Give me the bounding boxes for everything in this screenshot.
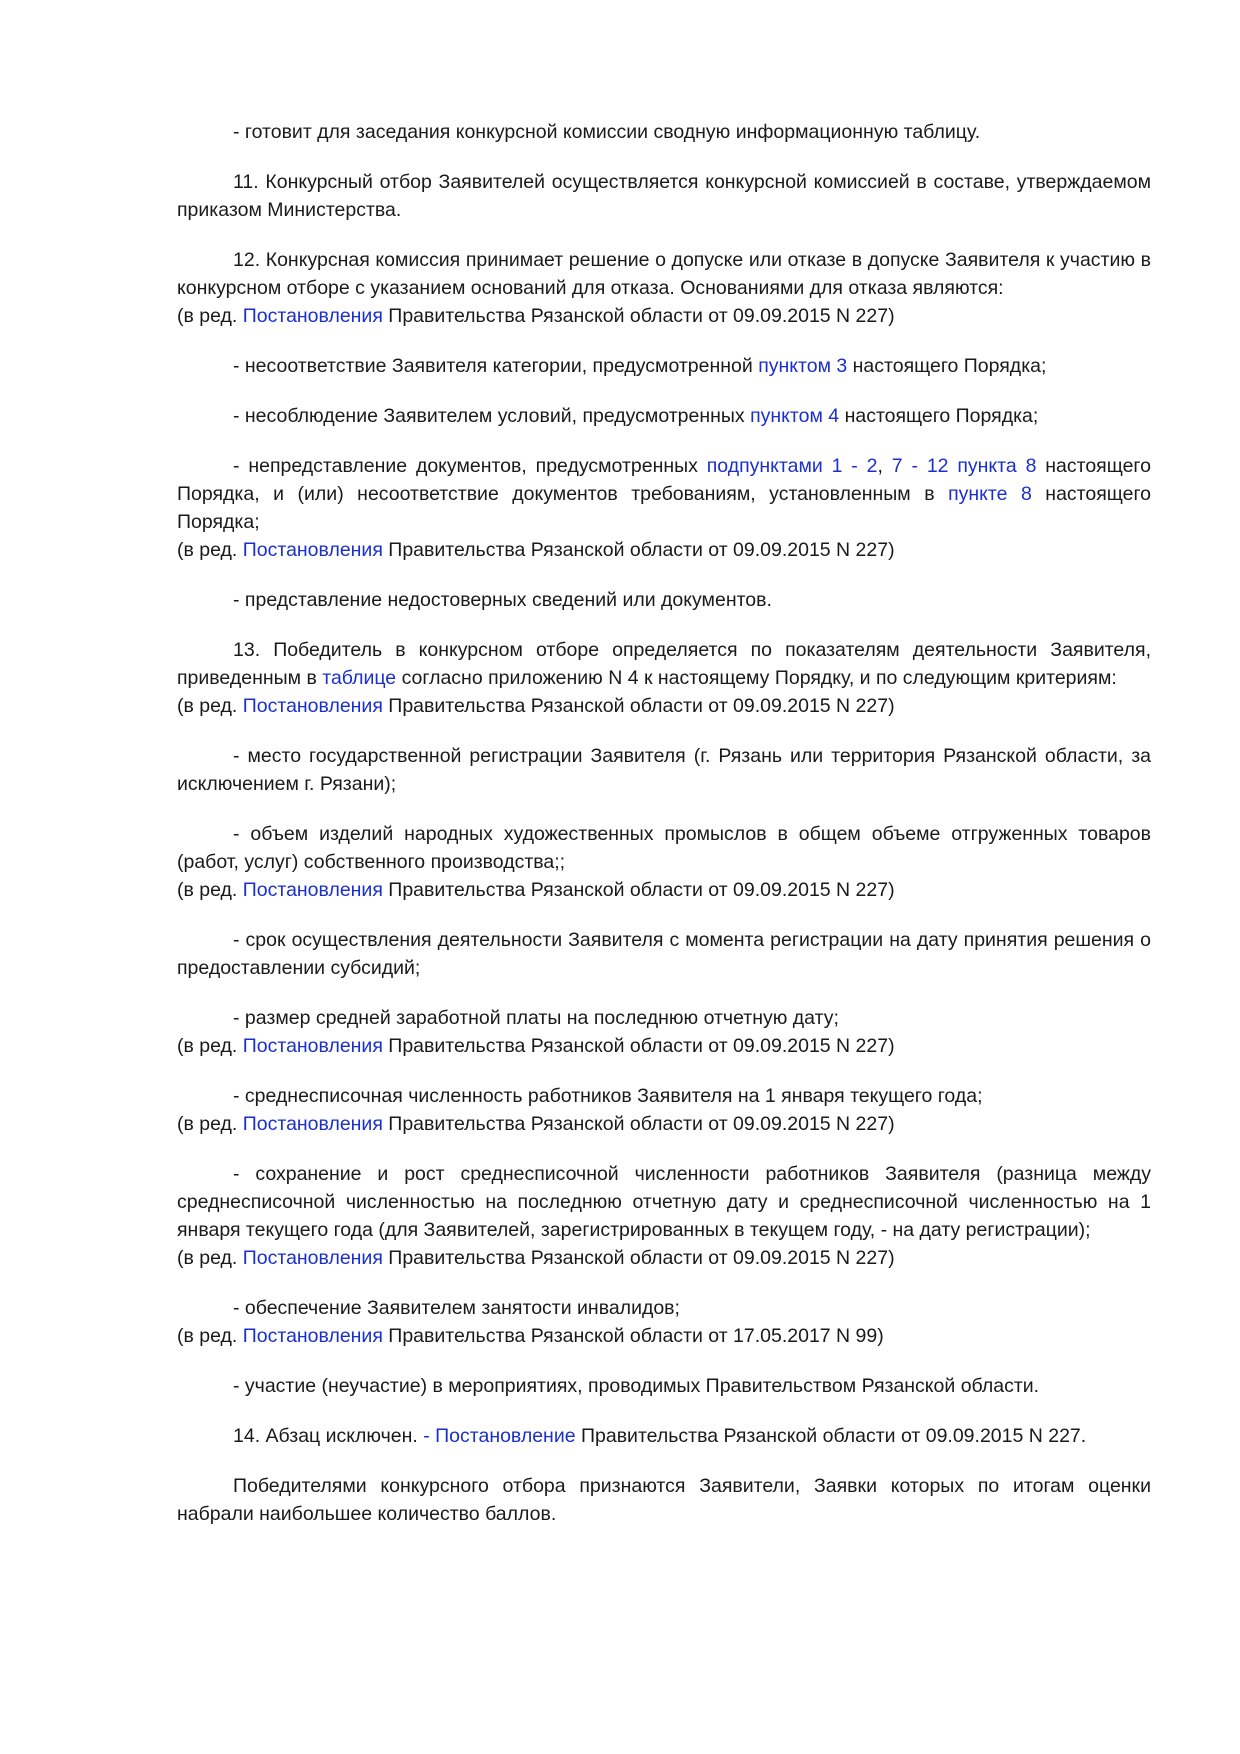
criterion-disabled-employment: - обеспечение Заявителем занятости инвалидов; <box>233 1297 680 1319</box>
amendment-link[interactable]: Постановления <box>242 539 383 561</box>
amendment-note: (в ред. Постановления Правительства Рязанской области от 09.09.2015 N 227) <box>177 1113 895 1135</box>
paragraph-winners: Победителями конкурсного отбора признаются Заявители, Заявки которых по итогам оценки набрали наибольшее количество баллов. <box>177 1475 1151 1525</box>
ground-false-info: - представление недостоверных сведений или документов. <box>233 589 772 611</box>
link-point-4[interactable]: пунктом 4 <box>750 405 840 427</box>
amendment-note: (в ред. Постановления Правительства Рязанской области от 09.09.2015 N 227) <box>177 1035 895 1057</box>
amendment-link[interactable]: Постановления <box>242 1035 383 1057</box>
link-subpoints-1[interactable]: подпунктами 1 <box>706 455 843 477</box>
amendment-link[interactable]: Постановления <box>242 1113 383 1135</box>
link-point-3[interactable]: пунктом 3 <box>758 355 848 377</box>
ground-documents: - непредставление документов, предусмотренных подпунктами 1 - 2, 7 - 12 пункта 8 настоящего Порядка, и (или) несоответствие документов требованиям, установленным в пункте 8 настоящего Порядка; <box>177 455 1151 533</box>
link-subpoint-12[interactable]: 12 пункта 8 <box>926 455 1037 477</box>
paragraph-13: 13. Победитель в конкурсном отборе определяется по показателям деятельности Заявителя, приведенным в таблице согласно приложению N 4 к настоящему Порядку, и по следующим критериям: <box>177 639 1151 689</box>
amendment-note: (в ред. Постановления Правительства Рязанской области от 09.09.2015 N 227) <box>177 695 895 717</box>
criterion-headcount: - среднесписочная численность работников Заявителя на 1 января текущего года; <box>233 1085 983 1107</box>
ground-category: - несоответствие Заявителя категории, предусмотренной пунктом 3 настоящего Порядка; <box>233 355 1047 377</box>
amendment-note: (в ред. Постановления Правительства Рязанской области от 09.09.2015 N 227) <box>177 539 895 561</box>
amendment-note: (в ред. Постановления Правительства Рязанской области от 09.09.2015 N 227) <box>177 879 895 901</box>
link-subpoint-7[interactable]: 7 <box>891 455 903 477</box>
document-page <box>177 118 1151 1550</box>
paragraph-11: 11. Конкурсный отбор Заявителей осуществляется конкурсной комиссией в составе, утверждаемом приказом Министерства. <box>177 171 1151 221</box>
criterion-registration: - место государственной регистрации Заявителя (г. Рязань или территория Рязанской области, за исключением г. Рязани); <box>177 745 1151 795</box>
criterion-participation: - участие (неучастие) в мероприятиях, проводимых Правительством Рязанской области. <box>233 1375 1040 1397</box>
criterion-crafts-volume: - объем изделий народных художественных промыслов в общем объеме отгруженных товаров (работ, услуг) собственного производства;; <box>177 823 1151 873</box>
amendment-link[interactable]: Постановления <box>242 1325 383 1347</box>
paragraph-12: 12. Конкурсная комиссия принимает решение о допуске или отказе в допуске Заявителя к участию в конкурсном отборе с указанием оснований для отказа. Основаниями для отказа являются: <box>177 249 1151 299</box>
paragraph-table-prep: - готовит для заседания конкурсной комиссии сводную информационную таблицу. <box>233 121 981 143</box>
link-resolution[interactable]: - Постановление <box>423 1425 576 1447</box>
link-table[interactable]: таблице <box>322 667 397 689</box>
amendment-link[interactable]: Постановления <box>242 695 383 717</box>
paragraph-14: 14. Абзац исключен. - Постановление Правительства Рязанской области от 09.09.2015 N 227. <box>233 1425 1087 1447</box>
criterion-headcount-growth: - сохранение и рост среднесписочной численности работников Заявителя (разница между среднесписочной численностью на последнюю отчетную дату и среднесписочной численностью на 1 января текущего года (для Заявителей, зарегистрированных в текущем году, - на дату регистрации); <box>177 1163 1151 1241</box>
amendment-link[interactable]: Постановления <box>242 879 383 901</box>
criterion-salary: - размер средней заработной платы на последнюю отчетную дату; <box>233 1007 839 1029</box>
amendment-note: (в ред. Постановления Правительства Рязанской области от 09.09.2015 N 227) <box>177 305 895 327</box>
amendment-note: (в ред. Постановления Правительства Рязанской области от 17.05.2017 N 99) <box>177 1325 884 1347</box>
criterion-activity-term: - срок осуществления деятельности Заявителя с момента регистрации на дату принятия решения о предоставлении субсидий; <box>177 929 1151 979</box>
amendment-link[interactable]: Постановления <box>242 305 383 327</box>
amendment-note: (в ред. Постановления Правительства Рязанской области от 09.09.2015 N 227) <box>177 1247 895 1269</box>
link-subpoint-2[interactable]: 2 <box>866 455 878 477</box>
ground-conditions: - несоблюдение Заявителем условий, предусмотренных пунктом 4 настоящего Порядка; <box>233 405 1039 427</box>
link-point-8[interactable]: пункте 8 <box>948 483 1032 505</box>
amendment-link[interactable]: Постановления <box>242 1247 383 1269</box>
